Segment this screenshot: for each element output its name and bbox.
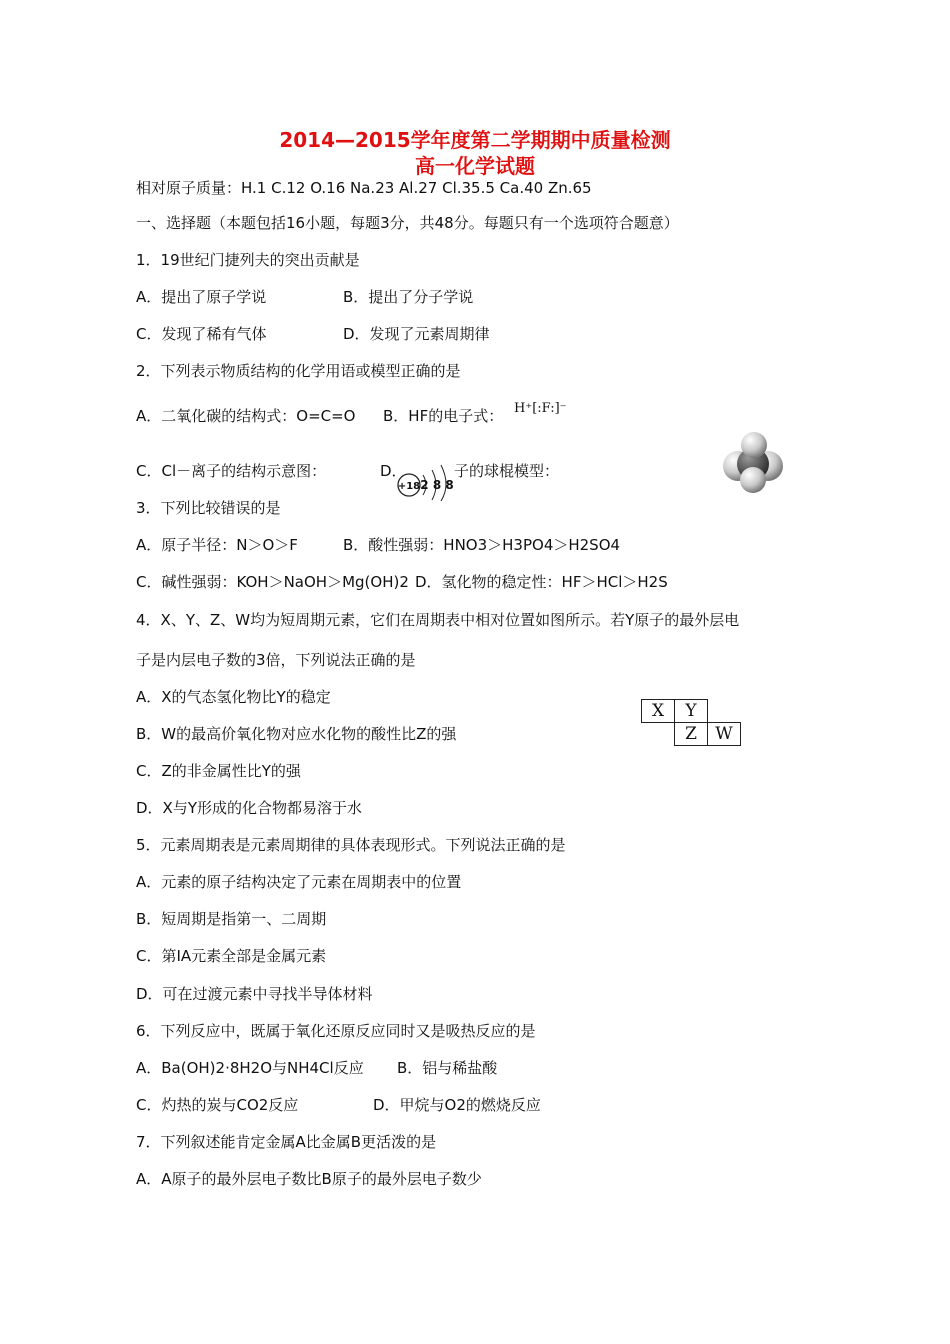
q6-option-c: C．灼热的炭与CO2反应 (136, 1096, 299, 1114)
cl-nucleus-label: +18 (397, 481, 421, 492)
periodic-position-table (641, 699, 741, 746)
q7-option-a: A．A原子的最外层电子数比B原子的最外层电子数少 (136, 1170, 482, 1188)
q4-option-b: B．W的最高价氧化物对应水化物的酸性比Z的强 (136, 725, 457, 743)
q2-option-c: C．Cl－离子的结构示意图： (136, 462, 327, 480)
q5-option-c: C．第ⅠA元素全部是金属元素 (136, 947, 327, 965)
section-heading: 一、选择题（本题包括16小题，每题3分，共48分。每题只有一个选项符合题意） (136, 214, 679, 232)
q1-option-d: D．发现了元素周期律 (343, 325, 490, 343)
q2-option-b: B．HF的电子式： (383, 407, 504, 425)
q6-stem: 6．下列反应中，既属于氧化还原反应同时又是吸热反应的是 (136, 1022, 536, 1040)
q3-stem: 3．下列比较错误的是 (136, 499, 281, 517)
q4-option-a: A．X的气态氢化物比Y的稳定 (136, 688, 331, 706)
exam-subtitle: 高一化学试题 (415, 154, 535, 178)
cell-y: Y (675, 700, 708, 723)
molecule-model-image (718, 430, 788, 494)
q5-stem: 5．元素周期表是元素周期律的具体表现形式。下列说法正确的是 (136, 836, 566, 854)
q2-stem: 2．下列表示物质结构的化学用语或模型正确的是 (136, 362, 461, 380)
q5-option-b: B．短周期是指第一、二周期 (136, 910, 327, 928)
q4-stem-line2: 子是内层电子数的3倍，下列说法正确的是 (136, 651, 416, 669)
q6-option-a: A．Ba(OH)2·8H2O与NH4Cl反应 (136, 1059, 364, 1077)
q1-option-a: A．提出了原子学说 (136, 288, 267, 306)
cell-z: Z (675, 723, 708, 746)
cl-shell-electrons: 2 8 8 (420, 478, 454, 492)
q1-option-b: B．提出了分子学说 (343, 288, 474, 306)
atomic-masses: 相对原子质量：H.1 C.12 O.16 Na.23 Al.27 Cl.35.5 Ca.40 Zn.65 (136, 179, 592, 197)
q3-option-b: B．酸性强弱：HNO3＞H3PO4＞H2SO4 (343, 536, 621, 554)
q6-option-b: B．铝与稀盐酸 (397, 1059, 498, 1077)
q1-option-c: C．发现了稀有气体 (136, 325, 267, 343)
q2-option-d-suffix: 子的球棍模型： (454, 462, 560, 480)
q6-option-d: D．甲烷与O2的燃烧反应 (373, 1096, 541, 1114)
q5-option-a: A．元素的原子结构决定了元素在周期表中的位置 (136, 873, 462, 891)
q3-option-a: A．原子半径：N＞O＞F (136, 536, 298, 554)
q1-stem: 1．19世纪门捷列夫的突出贡献是 (136, 251, 360, 269)
exam-title: 2014—2015学年度第二学期期中质量检测 (279, 128, 671, 152)
hf-electron-formula: H⁺[:F:]⁻ (514, 401, 567, 416)
q4-option-d: D．X与Y形成的化合物都易溶于水 (136, 799, 362, 817)
q5-option-d: D．可在过渡元素中寻找半导体材料 (136, 985, 373, 1003)
cell-empty (708, 700, 741, 723)
q2-option-d-prefix: D． (380, 462, 407, 480)
q4-stem-line1: 4．X、Y、Z、W均为短周期元素，它们在周期表中相对位置如图所示。若Y原子的最外层电 (136, 611, 740, 629)
q3-option-d: D．氢化物的稳定性：HF＞HCl＞H2S (415, 573, 668, 591)
q2-option-a: A．二氧化碳的结构式：O=C=O (136, 407, 356, 425)
q3-option-c: C．碱性强弱：KOH＞NaOH＞Mg(OH)2 (136, 573, 409, 591)
cl-ion-structure-diagram (394, 461, 456, 501)
cell-x: X (642, 700, 675, 723)
q7-stem: 7．下列叙述能肯定金属A比金属B更活泼的是 (136, 1133, 437, 1151)
cell-w: W (708, 723, 741, 746)
cell-empty (642, 723, 675, 746)
q4-option-c: C．Z的非金属性比Y的强 (136, 762, 301, 780)
